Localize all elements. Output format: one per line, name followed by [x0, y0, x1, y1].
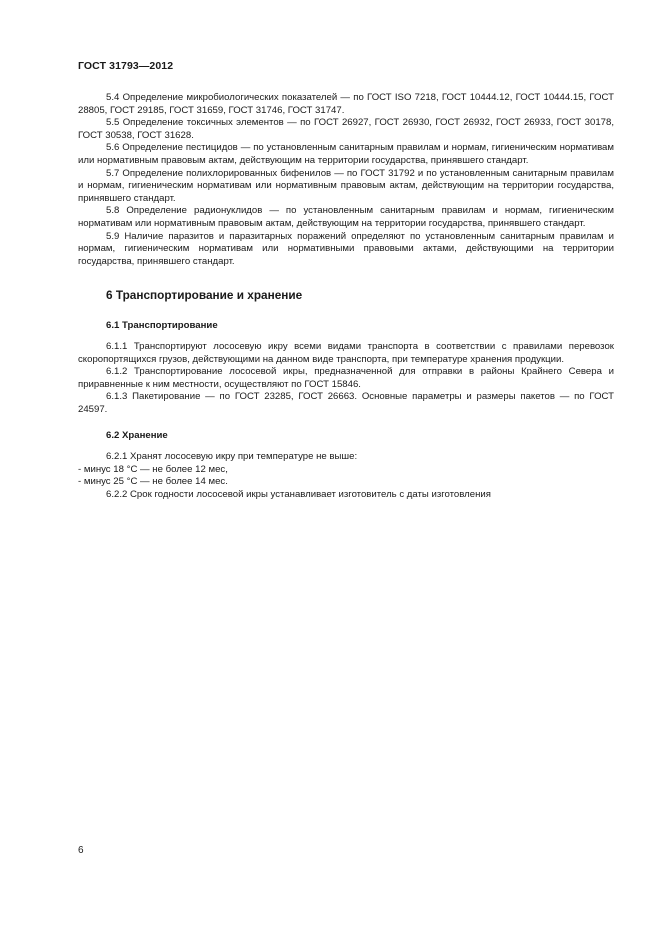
paragraph-6-1-2: 6.1.2 Транспортирование лососевой икры, предназначенной для отправки в районы Крайнего Севера и приравненные к ним местности, осуществляют по ГОСТ 15846.: [78, 366, 614, 390]
document-body: [78, 92, 614, 501]
paragraph-6-1-1: 6.1.1 Транспортируют лососевую икру всеми видами транспорта в соответствии с правилами перевозок скоропортящихся грузов, действующими на данном виде транспорта, при температуре хранения продукции.: [78, 340, 614, 365]
subsection-6-1-heading: 6.1 Транспортирование: [106, 320, 218, 332]
list-item-minus-18: - минус 18 °С — не более 12 мес,: [78, 463, 228, 475]
paragraph-5-8: 5.8 Определение радионуклидов — по установленным санитарным правилам и нормам, гигиеническим нормативам или нормативным правовым актам, действующим на территории государства, принявшего стандарт.: [78, 205, 614, 229]
paragraph-5-6: 5.6 Определение пестицидов — по установленным санитарным правилам и нормам, гигиеническим нормативам или нормативным правовым актам, действующим на территории государства, принявшего стандарт.: [78, 142, 614, 166]
section-6-heading: 6 Транспортирование и хранение: [106, 288, 303, 303]
paragraph-6-2-1: 6.2.1 Хранят лососевую икру при температуре не выше:: [106, 451, 358, 463]
page-number: 6: [78, 845, 84, 856]
paragraph-5-5: 5.5 Определение токсичных элементов — по ГОСТ 26927, ГОСТ 26930, ГОСТ 26932, ГОСТ 26933, ГОСТ 30178, ГОСТ 30538, ГОСТ 31628.: [78, 117, 614, 141]
subsection-6-2-heading: 6.2 Хранение: [106, 430, 168, 442]
list-item-minus-25: - минус 25 °С — не более 14 мес.: [78, 476, 228, 488]
paragraph-6-2-2: 6.2.2 Срок годности лососевой икры устанавливает изготовитель с даты изготовления: [106, 488, 491, 500]
document-header: ГОСТ 31793—2012: [78, 60, 174, 72]
paragraph-5-4: 5.4 Определение микробиологических показателей — по ГОСТ ISO 7218, ГОСТ 10444.12, ГОСТ 10444.15, ГОСТ 28805, ГОСТ 29185, ГОСТ 31659, ГОСТ 31746, ГОСТ 31747.: [78, 92, 614, 116]
paragraph-5-7: 5.7 Определение полихлорированных бифенилов — по ГОСТ 31792 и по установленным санитарным правилам и нормам, гигиеническим нормативам или нормативным правовым актам, действующим на территории государства, принявшего стандарт.: [78, 167, 614, 204]
paragraph-5-9: 5.9 Наличие паразитов и паразитарных поражений определяют по установленным санитарным правилам и нормам, гигиеническим нормативам или нормативными правовыми актами, действующими на территории государства, принявшего стандарт.: [78, 230, 614, 267]
paragraph-6-1-3: 6.1.3 Пакетирование — по ГОСТ 23285, ГОСТ 26663. Основные параметры и размеры пакетов — по ГОСТ 24597.: [78, 391, 614, 415]
